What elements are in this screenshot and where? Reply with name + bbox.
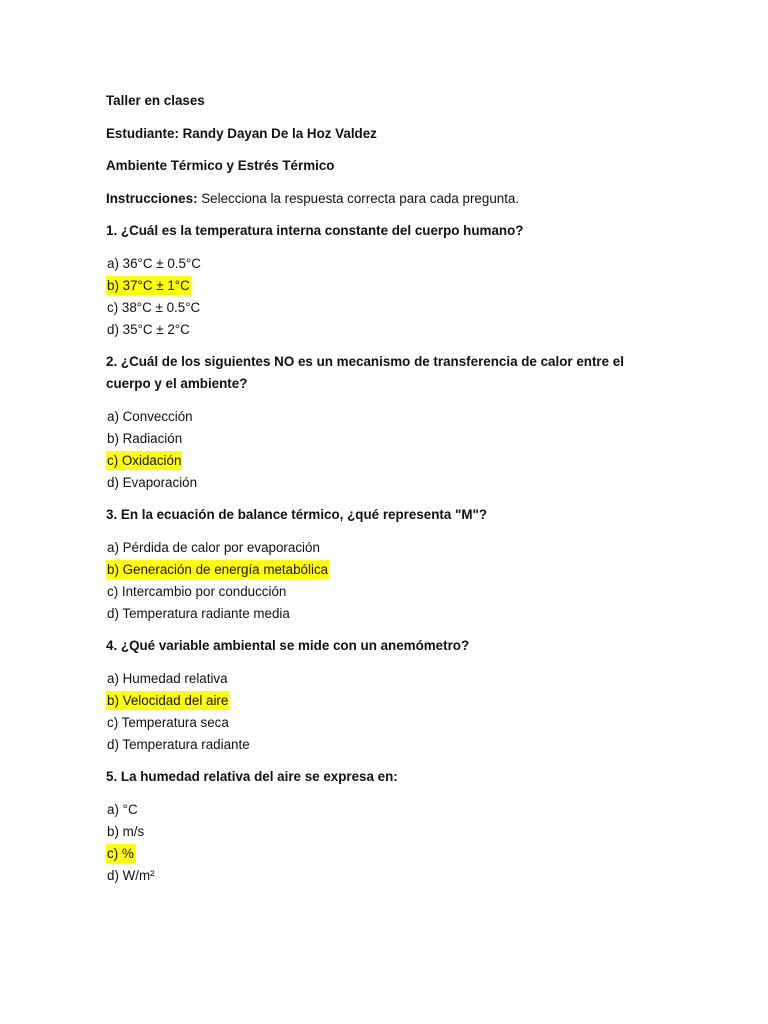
answer-option [106,799,666,821]
answer-label: d) Temperatura radiante media [107,605,290,621]
question-text: 3. En la ecuación de balance térmico, ¿qué representa "M"? [106,507,488,522]
topic-heading: Ambiente Térmico y Estrés Térmico [106,158,335,173]
answer-option [106,690,666,712]
answer-option [106,821,666,843]
answer-options [106,406,666,494]
question-text: 2. ¿Cuál de los siguientes NO es un mecanismo de transferencia de calor entre el cuerpo y el ambiente? [106,354,624,391]
document-page [106,90,666,897]
question-block [106,351,666,494]
answer-label: d) W/m² [107,867,155,883]
highlighted-answer: c) % [107,845,134,861]
answer-label: d) 35°C ± 2°C [107,321,190,337]
answer-label: b) Radiación [107,430,183,446]
answer-option [106,603,666,625]
answer-option [106,428,666,450]
document-title: Taller en clases [106,93,205,108]
question-text: 4. ¿Qué variable ambiental se mide con un anemómetro? [106,638,470,653]
question-block [106,504,666,625]
answer-label: c) Temperatura seca [107,714,229,730]
answer-option [106,253,666,275]
answer-option [106,734,666,756]
answer-option [106,712,666,734]
question-block [106,220,666,341]
answer-label: c) Intercambio por conducción [107,583,287,599]
highlighted-answer: b) 37°C ± 1°C [107,277,190,293]
question-block [106,766,666,887]
answer-label: a) Convección [107,408,193,424]
questions-list [106,220,666,887]
instructions [106,188,666,210]
answer-option [106,843,666,865]
highlighted-answer: b) Generación de energía metabólica [107,561,329,577]
highlighted-answer: c) Oxidación [107,452,182,468]
question-text: 5. La humedad relativa del aire se expresa en: [106,769,398,784]
answer-option [106,559,666,581]
answer-option [106,319,666,341]
answer-option [106,450,666,472]
answer-option [106,537,666,559]
answer-options [106,668,666,756]
answer-options [106,253,666,341]
answer-label: a) Humedad relativa [107,670,228,686]
answer-label: d) Temperatura radiante [107,736,250,752]
highlighted-answer: b) Velocidad del aire [107,692,229,708]
question-block [106,635,666,756]
answer-option [106,275,666,297]
answer-label: d) Evaporación [107,474,198,490]
answer-option [106,297,666,319]
question-text: 1. ¿Cuál es la temperatura interna constante del cuerpo humano? [106,223,524,238]
answer-label: a) 36°C ± 0.5°C [107,255,201,271]
student-name: Estudiante: Randy Dayan De la Hoz Valdez [106,125,377,141]
answer-label: a) Pérdida de calor por evaporación [107,539,320,555]
answer-option [106,581,666,603]
answer-option [106,668,666,690]
answer-label: a) °C [107,801,138,817]
instructions-text: Selecciona la respuesta correcta para cada pregunta. [197,190,520,206]
instructions-label: Instrucciones: [106,190,198,206]
answer-option [106,472,666,494]
answer-label: b) m/s [107,823,145,839]
answer-option [106,865,666,887]
answer-options [106,799,666,887]
answer-option [106,406,666,428]
answer-options [106,537,666,625]
answer-label: c) 38°C ± 0.5°C [107,299,201,315]
